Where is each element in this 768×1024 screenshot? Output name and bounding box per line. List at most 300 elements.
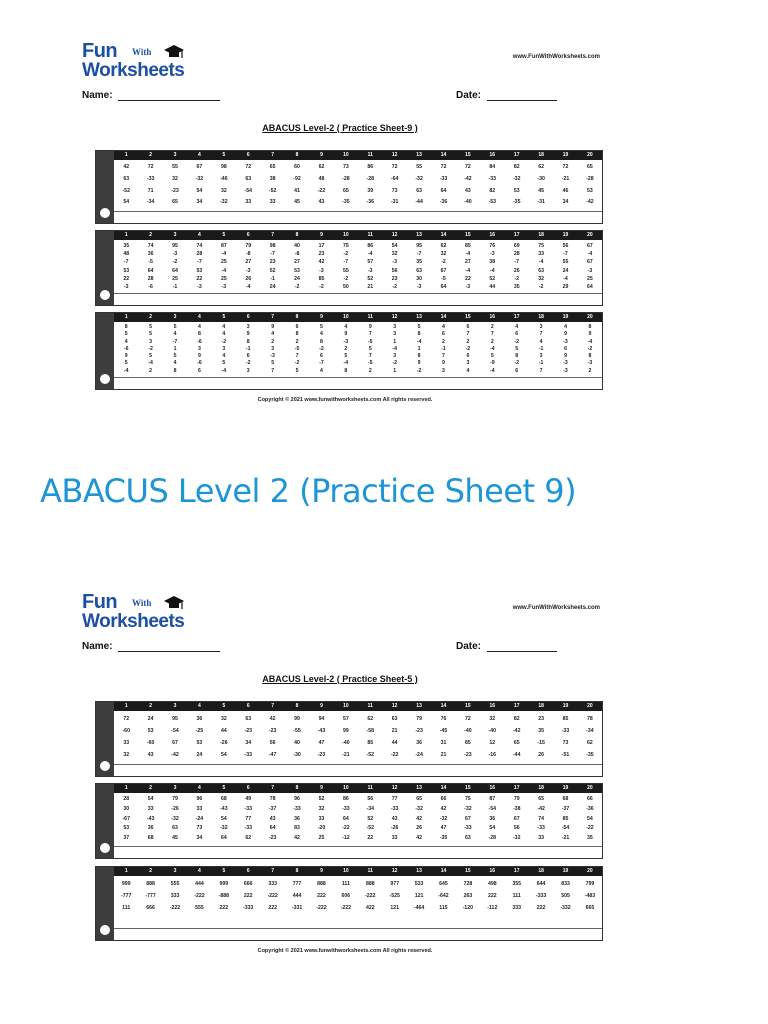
problem-number: -33 — [390, 805, 399, 812]
problem-number: 79 — [172, 796, 178, 802]
problem-column — [163, 162, 187, 223]
problem-number: 63 — [391, 716, 398, 722]
problem-column — [382, 162, 406, 223]
column-number: 19 — [562, 868, 569, 874]
problem-number: -22 — [342, 825, 350, 832]
problem-number: 3 — [246, 367, 250, 374]
problem-number: -7 — [172, 338, 178, 345]
problem-number: 74 — [147, 243, 154, 249]
problem-number: 24 — [562, 267, 569, 274]
problem-number: 86 — [342, 796, 349, 802]
name-line — [118, 100, 220, 101]
problem-number: 54 — [587, 815, 593, 822]
problem-number: -222 — [316, 905, 327, 911]
problem-number: -333 — [243, 905, 254, 911]
problem-number: 3 — [393, 331, 397, 338]
problem-column — [553, 795, 577, 858]
problem-column — [407, 795, 431, 858]
problem-number: -23 — [415, 728, 423, 734]
problem-number: 79 — [513, 796, 520, 802]
problem-number: 8 — [417, 353, 421, 360]
problem-number: 62 — [367, 716, 374, 722]
column-number: 8 — [295, 785, 299, 791]
problem-column — [309, 795, 333, 858]
column-number: 1 — [124, 314, 128, 320]
problem-number: 52 — [489, 275, 496, 282]
problem-grid — [114, 713, 602, 776]
problem-number: 40 — [294, 740, 300, 746]
problem-number: 8 — [344, 367, 348, 374]
problem-number: 67 — [587, 259, 593, 266]
problem-number: 23 — [538, 716, 544, 722]
problem-number: -45 — [439, 728, 448, 734]
problem-number: -42 — [586, 199, 594, 206]
column-number: 19 — [562, 314, 569, 320]
problem-number: -33 — [244, 825, 252, 832]
problem-column — [236, 878, 260, 940]
problem-number: 23 — [318, 251, 325, 258]
problem-column — [407, 242, 431, 305]
graduation-cap-icon — [162, 44, 186, 64]
column-number: 16 — [489, 152, 496, 158]
problem-number: 57 — [367, 259, 374, 266]
problem-number: 65 — [587, 164, 593, 170]
problem-number: 3 — [393, 353, 397, 360]
problem-number: 9 — [417, 360, 421, 367]
problem-column — [553, 713, 577, 776]
problem-number: 68 — [220, 796, 227, 802]
problem-number: 222 — [268, 905, 277, 911]
problem-number: 5 — [173, 353, 177, 360]
problem-column — [187, 242, 211, 305]
problem-column — [163, 324, 187, 389]
problem-number: -33 — [244, 805, 252, 812]
problem-number: 53 — [196, 267, 203, 274]
problem-column — [407, 878, 431, 940]
column-number: 4 — [198, 314, 201, 320]
problem-column — [260, 324, 284, 389]
column-number: 1 — [124, 152, 128, 158]
problem-column — [236, 242, 260, 305]
problem-number: -40 — [464, 199, 472, 206]
column-number: 12 — [391, 314, 398, 320]
problem-column — [529, 795, 553, 858]
date-line — [487, 651, 557, 652]
problem-column — [480, 795, 504, 858]
problem-column — [456, 878, 480, 940]
problem-number: 57 — [342, 716, 349, 722]
problem-number: 53 — [123, 267, 130, 274]
problem-number: 2 — [344, 345, 348, 352]
problem-number: 52 — [367, 815, 374, 822]
problem-number: 45 — [294, 199, 300, 206]
problem-number: 47 — [318, 740, 325, 746]
problem-grid — [114, 162, 602, 223]
column-number: 18 — [538, 703, 544, 709]
problem-column — [236, 713, 260, 776]
problem-number: -3 — [221, 283, 227, 290]
problem-number: -4 — [587, 251, 593, 258]
problem-number: 8 — [320, 338, 323, 345]
problem-column — [529, 242, 553, 305]
problem-number: 21 — [440, 752, 447, 758]
problem-number: -21 — [561, 835, 570, 842]
problem-column — [505, 878, 529, 940]
problem-number: -32 — [439, 815, 448, 822]
problem-column — [212, 242, 236, 305]
problem-number: 42 — [318, 259, 325, 266]
worksheet-preview-2[interactable] — [0, 591, 768, 971]
column-header-row — [114, 231, 602, 240]
problem-number: 33 — [245, 199, 252, 206]
problem-number: 43 — [318, 199, 325, 206]
problem-number: 54 — [147, 796, 154, 802]
column-number: 3 — [173, 314, 177, 320]
problem-number: 65 — [269, 164, 276, 170]
problem-number: -32 — [220, 825, 228, 832]
problem-number: 95 — [172, 716, 178, 722]
problem-number: -54 — [244, 187, 252, 194]
column-number: 4 — [198, 785, 201, 791]
problem-number: 4 — [124, 338, 128, 345]
problem-number: -34 — [586, 728, 594, 734]
answer-line — [114, 928, 602, 929]
problem-number: 32 — [440, 251, 447, 258]
column-number: 20 — [587, 785, 593, 791]
column-number: 5 — [222, 868, 226, 874]
problem-number: -2 — [514, 275, 520, 282]
worksheet-preview-1[interactable] — [0, 40, 768, 420]
problem-number: 4 — [222, 324, 226, 330]
problem-number: 96 — [196, 796, 203, 802]
problem-number: -28 — [586, 175, 594, 182]
problem-number: 63 — [245, 175, 252, 182]
problem-number: 85 — [318, 275, 325, 282]
problem-number: -4 — [489, 367, 495, 374]
problem-number: 75 — [538, 243, 544, 249]
problem-number: -31 — [390, 199, 399, 206]
problem-number: 22 — [123, 275, 130, 282]
problem-number: 888 — [146, 881, 155, 887]
problem-column — [236, 162, 260, 223]
problem-number: 42 — [416, 815, 422, 822]
problem-number: 8 — [588, 353, 592, 360]
problem-column — [578, 242, 602, 305]
problem-number: 45 — [538, 187, 544, 194]
column-number: 16 — [489, 232, 496, 238]
problem-column — [163, 713, 187, 776]
problem-grid — [114, 324, 602, 389]
problem-number: -120 — [462, 905, 474, 911]
problem-number: 74 — [196, 243, 203, 249]
column-number: 15 — [465, 152, 471, 158]
problem-column — [382, 242, 406, 305]
problem-number: -7 — [197, 259, 202, 266]
problem-number: 53 — [294, 267, 300, 274]
site-url: www.FunWithWorksheets.com — [512, 54, 600, 60]
problem-number: 54 — [196, 187, 203, 194]
problem-number: 9 — [368, 324, 372, 330]
problem-number: -4 — [416, 338, 422, 345]
column-number: 10 — [343, 314, 349, 320]
problem-number: 444 — [292, 893, 302, 899]
problem-number: 9 — [344, 331, 348, 338]
problem-column — [334, 713, 358, 776]
column-number: 6 — [246, 314, 250, 320]
answer-line — [114, 764, 602, 765]
problem-column — [431, 324, 455, 389]
problem-number: -4 — [392, 345, 397, 352]
column-number: 3 — [173, 152, 177, 158]
problem-number: 5 — [344, 353, 348, 360]
column-number: 3 — [173, 232, 177, 238]
problem-column — [334, 162, 358, 223]
column-number: 4 — [198, 703, 201, 709]
problem-number: 38 — [269, 175, 276, 182]
problem-column — [212, 878, 236, 940]
problem-number: 44 — [391, 740, 398, 746]
problem-column — [309, 324, 333, 389]
column-number: 14 — [440, 703, 447, 709]
problem-number: 68 — [147, 835, 154, 842]
problem-number: -3 — [587, 267, 593, 274]
column-number: 18 — [538, 314, 544, 320]
problem-number: 5 — [124, 331, 128, 338]
problem-number: 43 — [269, 815, 276, 822]
logo: Fun With Worksheets — [82, 40, 185, 81]
problem-number: 121 — [390, 905, 399, 911]
problem-number: 65 — [538, 796, 544, 802]
problem-column — [578, 795, 602, 858]
problem-column — [480, 324, 504, 389]
column-number: 7 — [271, 232, 275, 238]
problem-number: 9 — [271, 324, 275, 330]
column-number: 13 — [416, 314, 422, 320]
problem-number: 34 — [196, 835, 203, 842]
column-number: 8 — [295, 868, 299, 874]
problem-number: 9 — [564, 353, 567, 360]
problem-number: 2 — [588, 367, 592, 374]
problem-column — [382, 324, 406, 389]
problem-number: 95 — [416, 243, 422, 249]
problem-number: 36 — [147, 251, 154, 258]
problem-number: -2 — [221, 338, 227, 345]
problem-column — [382, 795, 406, 858]
problem-number: -52 — [366, 752, 375, 758]
problem-number: -43 — [317, 728, 326, 734]
problem-number: -38 — [512, 805, 521, 812]
problem-number: -2 — [148, 345, 153, 352]
problem-column — [114, 324, 138, 389]
problem-number: 2 — [490, 338, 494, 345]
column-number: 19 — [562, 152, 569, 158]
column-number: 7 — [271, 785, 275, 791]
problem-number: -3 — [489, 251, 495, 258]
problem-column — [285, 878, 309, 940]
problem-column — [358, 795, 382, 858]
problem-number: -4 — [367, 251, 373, 258]
problem-number: 5 — [124, 360, 128, 367]
problem-column — [358, 242, 382, 305]
problem-number: -42 — [512, 728, 521, 734]
problem-number: 36 — [196, 716, 203, 722]
problem-column — [212, 713, 236, 776]
problem-column — [578, 878, 602, 940]
problem-number: -21 — [342, 752, 350, 758]
column-number: 17 — [513, 152, 520, 158]
problem-number: 67 — [172, 740, 178, 746]
copyright: Copyright © 2021 www.funwithworksheets.com All rights reserved. — [257, 397, 433, 403]
column-number: 13 — [416, 868, 422, 874]
problem-number: 30 — [123, 805, 130, 812]
problem-number: 27 — [465, 259, 471, 266]
problem-number: -40 — [464, 728, 472, 734]
problem-number: 55 — [172, 164, 178, 170]
column-number: 3 — [173, 703, 177, 709]
problem-number: -33 — [439, 175, 448, 182]
problem-number: 3 — [539, 324, 543, 330]
problem-number: 73 — [196, 825, 203, 832]
problem-column — [505, 162, 529, 223]
problem-number: 52 — [318, 796, 325, 802]
problem-number: -1 — [538, 345, 544, 352]
column-number: 15 — [465, 703, 471, 709]
problem-number: -64 — [390, 175, 399, 182]
problem-number: -4 — [489, 267, 495, 274]
column-number: 10 — [343, 785, 349, 791]
problem-number: 53 — [513, 187, 520, 194]
problem-number: 85 — [562, 716, 569, 722]
problem-number: 87 — [489, 796, 496, 802]
problem-block — [95, 783, 603, 859]
problem-number: 28 — [196, 251, 203, 258]
problem-number: 56 — [562, 243, 569, 249]
column-number: 18 — [538, 232, 544, 238]
problem-number: 56 — [513, 825, 520, 832]
problem-number: -7 — [514, 259, 520, 266]
problem-number: -24 — [415, 752, 423, 758]
problem-number: 4 — [515, 324, 519, 330]
problem-number: 6 — [515, 367, 519, 374]
problem-number: 35 — [587, 835, 593, 842]
problem-number: 67 — [587, 243, 593, 249]
column-number: 7 — [271, 152, 275, 158]
problem-number: 33 — [196, 805, 203, 812]
column-number: 16 — [489, 703, 496, 709]
problem-number: -51 — [561, 752, 570, 758]
problem-number: -3 — [416, 283, 422, 290]
problem-number: -222 — [365, 893, 376, 899]
problem-number: -32 — [220, 199, 228, 206]
problem-number: 32 — [391, 251, 398, 258]
problem-number: 38 — [489, 259, 496, 266]
column-number: 4 — [198, 232, 201, 238]
column-header-row — [114, 784, 602, 793]
problem-column — [358, 162, 382, 223]
problem-column — [505, 713, 529, 776]
problem-number: 3 — [466, 360, 470, 367]
problem-number: -1 — [270, 275, 275, 282]
problem-column — [138, 324, 162, 389]
problem-number: 63 — [465, 835, 471, 842]
problem-number: -15 — [537, 740, 545, 746]
problem-number: 9 — [124, 353, 128, 360]
block-side-bar — [96, 867, 114, 940]
problem-number: -4 — [465, 251, 471, 258]
problem-number: 444 — [195, 881, 204, 887]
problem-number: 222 — [243, 893, 253, 899]
column-header-row — [114, 313, 602, 322]
problem-number: -4 — [148, 360, 153, 367]
problem-number: 263 — [463, 893, 473, 899]
problem-number: 25 — [318, 835, 325, 842]
problem-number: 41 — [294, 187, 300, 194]
problem-number: 25 — [587, 275, 593, 282]
block-marker — [100, 925, 110, 935]
problem-number: 666 — [243, 881, 253, 887]
problem-number: -33 — [293, 805, 301, 812]
problem-number: 44 — [220, 728, 227, 734]
problem-number: 505 — [561, 893, 570, 899]
name-label: Name: — [82, 90, 113, 101]
problem-number: -222 — [340, 905, 352, 911]
problem-column — [285, 324, 309, 389]
problem-number: 78 — [587, 716, 593, 722]
problem-number: -32 — [512, 175, 521, 182]
problem-number: 121 — [414, 893, 424, 899]
problem-number: 6 — [466, 353, 470, 360]
problem-number: 23 — [391, 275, 398, 282]
problem-number: -35 — [512, 199, 521, 206]
problem-column — [480, 242, 504, 305]
column-number: 5 — [222, 314, 226, 320]
problem-column — [529, 324, 553, 389]
problem-number: 17 — [318, 243, 325, 249]
column-number: 12 — [391, 868, 398, 874]
problem-number: -5 — [441, 275, 446, 282]
problem-column — [553, 242, 577, 305]
column-number: 19 — [562, 785, 569, 791]
problem-column — [334, 878, 358, 940]
problem-column — [505, 324, 529, 389]
problem-number: 63 — [416, 187, 422, 194]
problem-number: 4 — [173, 331, 177, 338]
problem-number: -2 — [441, 259, 446, 266]
problem-column — [407, 713, 431, 776]
column-number: 9 — [320, 314, 323, 320]
problem-number: -52 — [122, 187, 130, 194]
column-number: 2 — [149, 314, 152, 320]
problem-number: 2 — [368, 367, 372, 374]
problem-number: 76 — [440, 716, 447, 722]
problem-number: 1 — [393, 367, 397, 374]
problem-number: -58 — [366, 728, 375, 734]
problem-number: 4 — [173, 360, 177, 367]
problem-grid — [114, 795, 602, 858]
problem-number: 666 — [146, 905, 155, 911]
problem-column — [260, 162, 284, 223]
problem-column — [431, 713, 455, 776]
problem-number: 66 — [440, 796, 447, 802]
problem-number: -28 — [366, 175, 375, 182]
problem-column — [480, 878, 504, 940]
problem-number: 66 — [587, 796, 593, 802]
problem-number: 96 — [294, 796, 300, 802]
problem-number: -4 — [489, 345, 495, 352]
problem-number: -2 — [245, 360, 251, 367]
column-number: 1 — [124, 703, 128, 709]
problem-number: 333 — [512, 905, 522, 911]
